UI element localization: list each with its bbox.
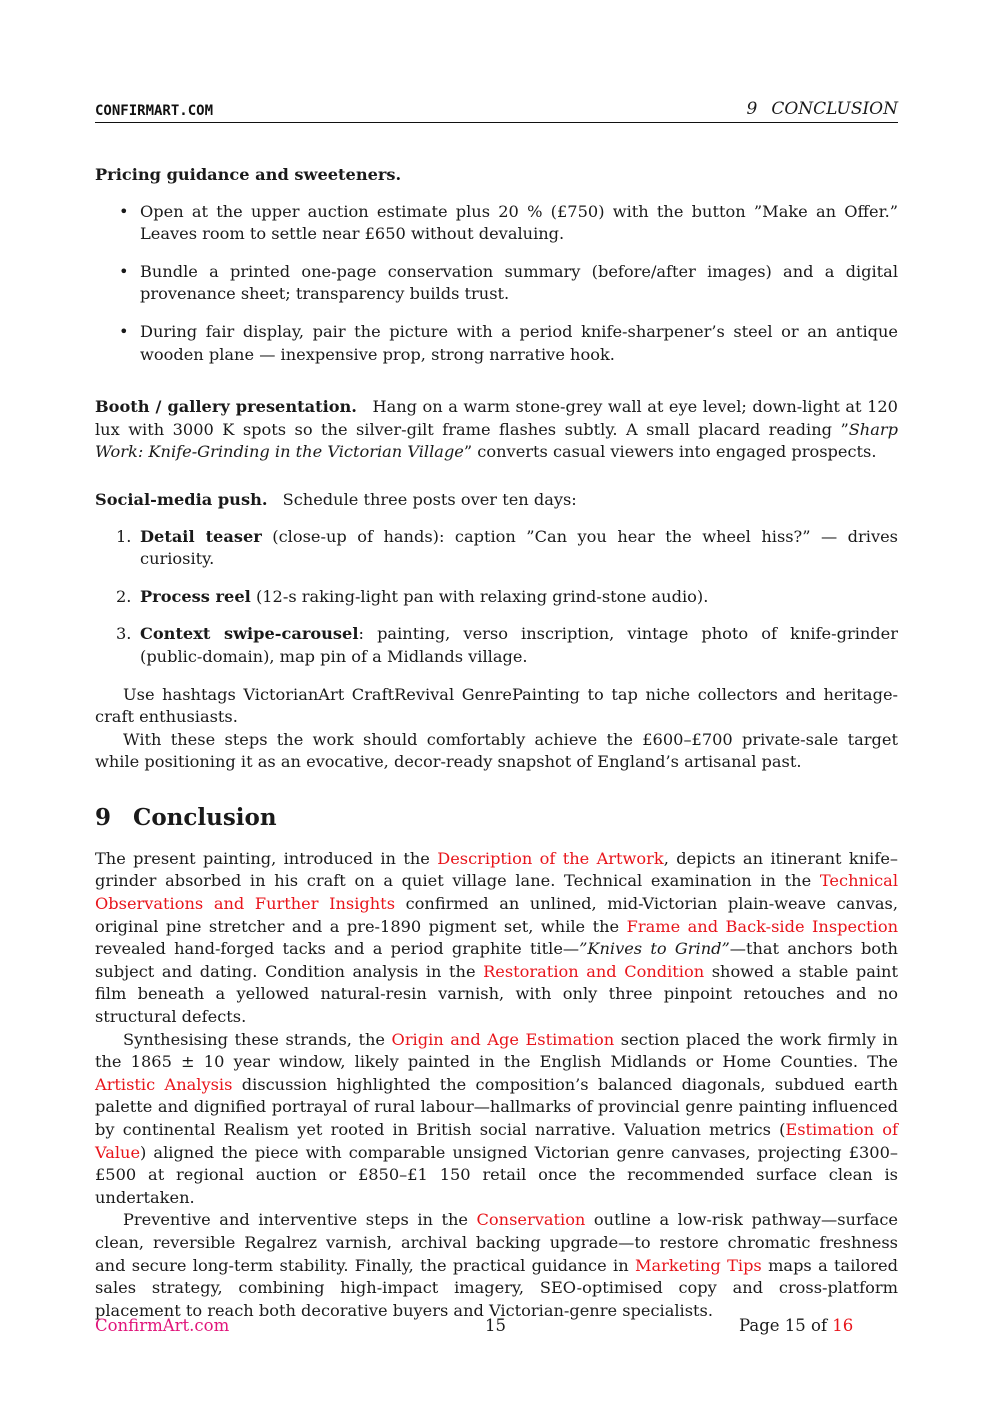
booth-text: Hang on a warm stone-grey wall at eye level; down-light at 120 lux with 3000 K spots so the silver-gilt frame flashes subtly. A small placard reading ” [95, 397, 898, 439]
pricing-heading [95, 164, 898, 187]
section-number: 9 [95, 803, 112, 831]
step-title: Context swipe-carousel [140, 624, 359, 644]
text-run: The present painting, introduced in the [95, 848, 438, 868]
list-item [95, 526, 898, 571]
list-number: 3. [116, 624, 132, 644]
pricing-heading-text: Pricing guidance and sweeteners. [95, 165, 402, 184]
link-estimation-of-value[interactable]: Estimation of Value [95, 1120, 898, 1162]
conclusion-paragraph-3 [95, 1209, 898, 1322]
list-number: 2. [116, 586, 132, 606]
bullet-dot: • [119, 321, 129, 341]
placard-title: Sharp Work: Knife-Grinding in the Victorian Village [95, 419, 898, 462]
site-logo: CONFIRMART.COM [95, 103, 214, 119]
link-marketing-tips[interactable]: Marketing Tips [634, 1255, 762, 1275]
running-head-title: CONCLUSION [771, 99, 898, 119]
bullet-dot: • [119, 201, 129, 221]
text-run: maps a tailored sales strategy, combining high-impact imagery, SEO-optimised copy and cross-platform placement to reach both decorative buyers and Victorian-genre specialists. [95, 1255, 898, 1320]
page-of-prefix: Page 15 of [739, 1316, 833, 1335]
page-footer [95, 1315, 898, 1339]
hashtags-paragraph: Use hashtags VictorianArt CraftRevival GenrePainting to tap niche collectors and heritage-craft enthusiasts. [95, 684, 898, 727]
step-text: (12-s raking-light pan with relaxing grind-stone audio). [250, 586, 709, 606]
step-title: Process reel [140, 586, 251, 606]
text-run: , depicts an itinerant knife–grinder absorbed in his craft on a quiet village lane. Technical examination in the [95, 848, 898, 891]
text-run: discussion highlighted the composition’s balanced diagonals, subdued earth palette and dignified portrayal of rural labour—hallmarks of provincial genre painting influenced by continental Realism yet rooted in British social narrative. Valuation metrics ( [95, 1074, 898, 1139]
main-content [95, 164, 898, 1322]
booth-text-end: ” converts casual viewers into engaged prospects. [463, 442, 877, 462]
running-head [746, 98, 898, 121]
booth-heading: Booth / gallery presentation. [95, 397, 357, 417]
list-item-text: Bundle a printed one-page conservation summary (before/after images) and a digital provenance sheet; transparency builds trust. [140, 261, 898, 304]
social-intro: Schedule three posts over ten days: [282, 489, 577, 509]
text-run: Preventive and interventive steps in the [123, 1210, 477, 1230]
painting-title: ”Knives to Grind” [579, 939, 730, 959]
text-run: section placed the work firmly in the 1865 ± 10 year window, likely painted in the English Midlands or Home Counties. The [95, 1029, 898, 1072]
closing-paragraph: With these steps the work should comfortably achieve the £600–£700 private-sale target while positioning it as an evocative, decor-ready snapshot of England’s artisanal past. [95, 729, 898, 772]
footer-site-link[interactable]: ConfirmArt.com [95, 1316, 230, 1335]
text-run: confirmed an unlined, mid-Victorian plain-weave canvas, original pine stretcher and a pre-1890 pigment set, while the [95, 894, 898, 936]
list-item [95, 623, 898, 668]
section-heading [95, 804, 898, 832]
link-description-of-artwork[interactable]: Description of the Artwork [437, 848, 664, 868]
pricing-list [95, 201, 898, 367]
link-restoration-condition[interactable]: Restoration and Condition [483, 961, 705, 981]
footer-page-of [739, 1315, 853, 1338]
running-head-number: 9 [746, 99, 758, 119]
conclusion-paragraph-1 [95, 848, 898, 1029]
text-run: outline a low-risk pathway—surface clean, reversible Regalrez varnish, archival backing upgrade—to restore chromatic freshness and secure long-term stability. Finally, the practical guidance in [95, 1210, 898, 1275]
link-frame-inspection[interactable]: Frame and Back-side Inspection [626, 916, 899, 936]
footer-page-total-link[interactable]: 16 [832, 1316, 854, 1335]
page-header [95, 98, 898, 123]
social-heading: Social-media push. [95, 489, 268, 509]
text-run: revealed hand-forged tacks and a period graphite title— [95, 939, 580, 959]
link-conservation[interactable]: Conservation [476, 1210, 586, 1230]
list-item [95, 321, 898, 366]
link-technical-observations[interactable]: Technical Observations and Further Insights [95, 871, 898, 914]
list-item [95, 201, 898, 246]
booth-paragraph [95, 396, 898, 464]
section-title: Conclusion [133, 803, 277, 831]
text-run: showed a stable paint film beneath a yellowed natural-resin varnish, with only three pinpoint retouches and no structural defects. [95, 961, 898, 1027]
text-run: ) aligned the piece with comparable unsigned Victorian genre canvases, projecting £300–£500 at regional auction or £850–£1 150 retail once the recommended surface clean is undertaken. [95, 1142, 898, 1207]
list-item-text: During fair display, pair the picture with a period knife-sharpener’s steel or an antique wooden plane — inexpensive prop, strong narrative hook. [140, 321, 898, 364]
list-item-text: Open at the upper auction estimate plus 20 % (£750) with the button ”Make an Offer.” Leaves room to settle near £650 without devaluing. [140, 201, 898, 244]
step-text: (close-up of hands): caption ”Can you hear the wheel hiss?” — drives curiosity. [140, 526, 898, 569]
social-steps-list [95, 526, 898, 669]
list-number: 1. [116, 526, 132, 546]
list-item [95, 586, 898, 609]
link-origin-age[interactable]: Origin and Age Estimation [391, 1029, 615, 1049]
step-title: Detail teaser [140, 526, 262, 546]
footer-page-number: 15 [485, 1316, 506, 1335]
step-text: : painting, verso inscription, vintage photo of knife-grinder (public-domain), map pin of a Midlands village. [140, 624, 898, 666]
list-item [95, 261, 898, 306]
bullet-dot: • [119, 261, 129, 281]
text-run: Synthesising these strands, the [123, 1029, 392, 1049]
link-artistic-analysis[interactable]: Artistic Analysis [95, 1074, 233, 1094]
text-run: —that anchors both subject and dating. Condition analysis in the [95, 939, 898, 981]
conclusion-paragraph-2 [95, 1029, 898, 1210]
social-paragraph [95, 489, 898, 512]
